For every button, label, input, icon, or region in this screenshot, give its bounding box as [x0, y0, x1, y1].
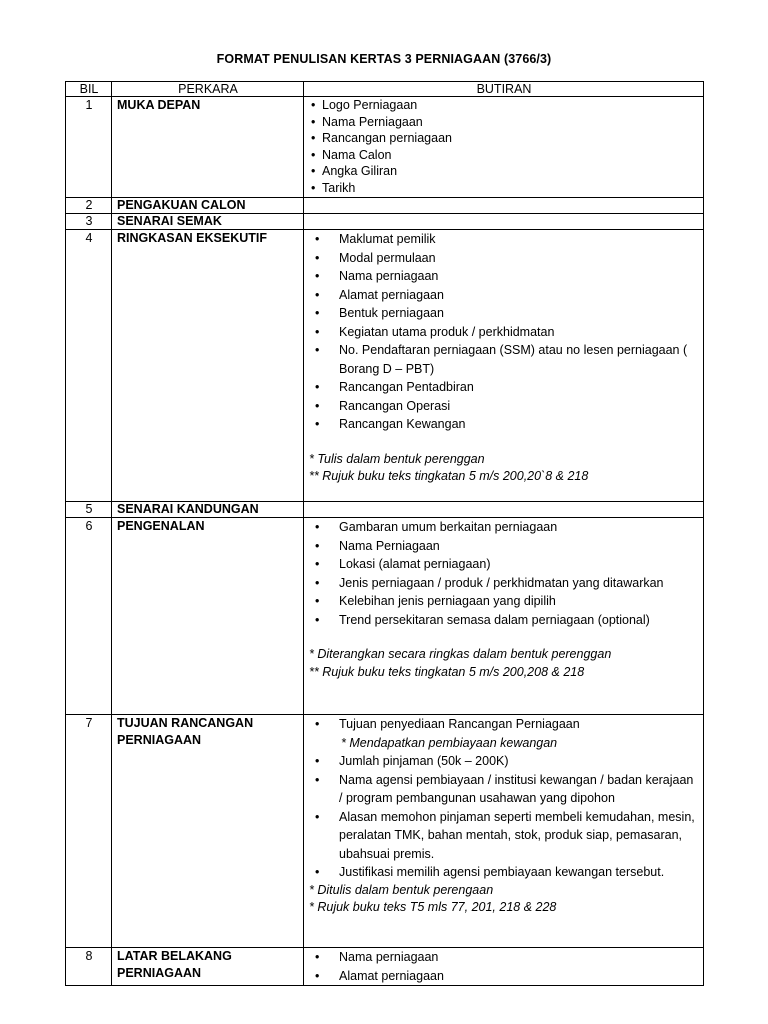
list-item: • Modal permulaan: [311, 249, 699, 268]
list-item: • Nama agensi pembiayaan / institusi kewangan / badan kerajaan / program pembangunan usahawan yang dipohon: [311, 771, 699, 808]
note-text: * Tulis dalam bentuk perenggan: [309, 451, 485, 466]
list-item: • Logo Perniagaan: [311, 97, 699, 114]
page-title: FORMAT PENULISAN KERTAS 3 PERNIAGAAN (3766/3): [216, 52, 552, 66]
row-butiran: [304, 502, 704, 518]
row-perkara: PENGENALAN: [112, 518, 304, 715]
row-butiran: [304, 97, 704, 198]
bullet-list: [309, 948, 699, 985]
row-number: 3: [66, 214, 112, 230]
note-text: * Ditulis dalam bentuk perengaan: [309, 882, 494, 897]
note-text: ** Rujuk buku teks tingkatan 5 m/s 200,20`8 & 218: [309, 469, 589, 483]
list-item: • Alamat perniagaan: [311, 967, 699, 986]
row-number: 5: [66, 502, 112, 518]
header-butiran: BUTIRAN: [304, 82, 704, 97]
note-text: * Diterangkan secara ringkas dalam bentuk perenggan: [309, 647, 612, 661]
list-item: • Nama perniagaan: [311, 948, 699, 967]
list-item: • Tarikh: [311, 180, 699, 197]
note-text: * Rujuk buku teks T5 mls 77, 201, 218 & 228: [309, 900, 557, 914]
list-item: • Trend persekitaran semasa dalam perniagaan (optional): [311, 611, 699, 630]
list-item: • Kelebihan jenis perniagaan yang dipilih: [311, 592, 699, 611]
table-row: [66, 198, 704, 214]
bullet-list: [309, 715, 699, 882]
list-item: • Alamat perniagaan: [311, 286, 699, 305]
format-table: [65, 81, 704, 986]
table-row: [66, 948, 704, 986]
row-butiran: [304, 230, 704, 502]
list-item: • Angka Giliran: [311, 163, 699, 180]
list-item: • Nama Perniagaan: [311, 537, 699, 556]
bullet-list: [309, 230, 699, 434]
row-perkara: SENARAI SEMAK: [112, 214, 304, 230]
row-number: 6: [66, 518, 112, 715]
row-perkara: RINGKASAN EKSEKUTIF: [112, 230, 304, 502]
list-item: • Kegiatan utama produk / perkhidmatan: [311, 323, 699, 342]
list-item: • Rancangan Kewangan: [311, 415, 699, 434]
row-butiran: [304, 948, 704, 986]
list-item-text: Tujuan penyediaan Rancangan Perniagaan: [339, 717, 580, 731]
list-item: • Rancangan perniagaan: [311, 130, 699, 147]
row-perkara: MUKA DEPAN: [112, 97, 304, 198]
table-row: [66, 230, 704, 502]
row-perkara: PENGAKUAN CALON: [112, 198, 304, 214]
table-row: [66, 214, 704, 230]
sub-note: * Mendapatkan pembiayaan kewangan: [341, 735, 558, 750]
bullet-list: [309, 97, 699, 196]
list-item: • Lokasi (alamat perniagaan): [311, 555, 699, 574]
row-number: 8: [66, 948, 112, 986]
row-butiran: [304, 198, 704, 214]
list-item: • Gambaran umum berkaitan perniagaan: [311, 518, 699, 537]
row-butiran: [304, 214, 704, 230]
row-perkara: LATAR BELAKANG PERNIAGAAN: [112, 948, 304, 986]
table-row: [66, 502, 704, 518]
list-item: • Maklumat pemilik: [311, 230, 699, 249]
list-item: [311, 715, 699, 752]
list-item: • Justifikasi memilih agensi pembiayaan kewangan tersebut.: [311, 863, 699, 882]
row-number: 7: [66, 715, 112, 948]
list-item: • Alasan memohon pinjaman seperti membeli kemudahan, mesin, peralatan TMK, bahan mentah, stok, produk siap, pemasaran, ubahsuai premis.: [311, 808, 699, 864]
row-butiran: [304, 715, 704, 948]
row-perkara: TUJUAN RANCANGAN PERNIAGAAN: [112, 715, 304, 948]
list-item: • Bentuk perniagaan: [311, 304, 699, 323]
list-item: • Nama perniagaan: [311, 267, 699, 286]
list-item: • Nama Perniagaan: [311, 114, 699, 131]
bullet-list: [309, 518, 699, 629]
row-number: 1: [66, 97, 112, 198]
list-item: • Jenis perniagaan / produk / perkhidmatan yang ditawarkan: [311, 574, 699, 593]
list-item: • Rancangan Operasi: [311, 397, 699, 416]
table-row: [66, 715, 704, 948]
table-row: [66, 518, 704, 715]
table-row: [66, 97, 704, 198]
list-item: • Rancangan Pentadbiran: [311, 378, 699, 397]
note-text: ** Rujuk buku teks tingkatan 5 m/s 200,208 & 218: [309, 664, 585, 679]
list-item: • Jumlah pinjaman (50k – 200K): [311, 752, 699, 771]
list-item: • No. Pendaftaran perniagaan (SSM) atau no lesen perniagaan ( Borang D – PBT): [311, 341, 699, 378]
header-row: [66, 82, 704, 97]
row-butiran: [304, 518, 704, 715]
row-number: 2: [66, 198, 112, 214]
row-perkara: SENARAI KANDUNGAN: [112, 502, 304, 518]
header-perkara: PERKARA: [112, 82, 304, 97]
row-number: 4: [66, 230, 112, 502]
header-bil: BIL: [66, 82, 112, 97]
list-item: • Nama Calon: [311, 147, 699, 164]
